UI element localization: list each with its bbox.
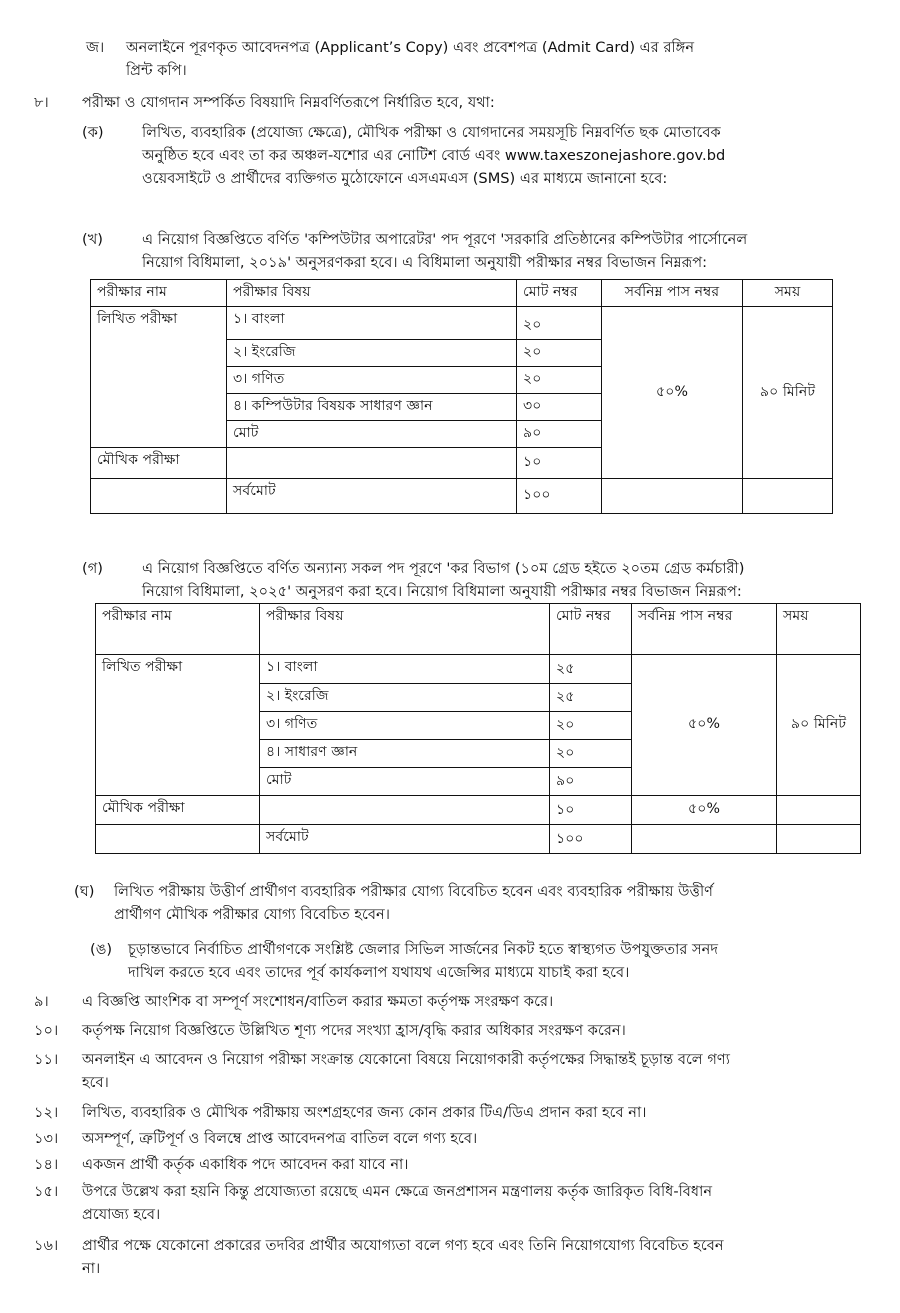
- text-line: চূড়ান্তভাবে নির্বাচিত প্রার্থীগণকে সংশ্লিষ্ট জেলার সিভিল সার্জনের নিকট হতে স্বাস্থ্যগত উপযুক্ততার সনদ: [128, 941, 719, 958]
- viva-exam-label: মৌখিক পরীক্ষা: [96, 796, 260, 825]
- item-text: [82, 1180, 856, 1226]
- item-8-ga: [82, 557, 854, 603]
- subject-total-marks: ৯০: [550, 768, 632, 796]
- item-16: [34, 1234, 856, 1280]
- text-line: প্রযোজ্য হবে।: [82, 1206, 161, 1223]
- text-line: হবে।: [82, 1074, 109, 1091]
- table-row: [91, 479, 833, 514]
- item-text: [82, 1153, 856, 1176]
- item-text: [142, 557, 854, 603]
- item-11: [34, 1048, 856, 1094]
- table-row: [96, 825, 861, 854]
- subject-name: ৩। গণিত: [260, 712, 550, 740]
- item-number: (খ): [82, 231, 103, 248]
- item-number: জ।: [86, 39, 105, 56]
- text-line: প্রিন্ট কপি।: [126, 62, 187, 79]
- grand-total-blank: [96, 825, 260, 854]
- viva-subject: [260, 796, 550, 825]
- pass-mark: ৫০%: [632, 655, 777, 796]
- item-number: ৯।: [34, 993, 49, 1010]
- subject-marks: ২০: [517, 307, 602, 340]
- text-line: অনলাইনে পূরণকৃত আবেদনপত্র (Applicant’s Copy) এবং প্রবেশপত্র (Admit Card) এর রঙ্গিন: [126, 39, 695, 56]
- text-line: নিয়োগ বিধিমালা, ২০২৫' অনুসরণ করা হবে। নিয়োগ বিধিমালা অনুযায়ী পরীক্ষার নম্বর বিভাজন নিম্নরূপ:: [142, 583, 742, 600]
- viva-pass-mark: ৫০%: [632, 796, 777, 825]
- item-text: [128, 938, 856, 984]
- text-line: দাখিল করতে হবে এবং তাদের পূর্ব কার্যকলাপ যথাযথ এজেন্সির মাধ্যমে যাচাই করা হবে।: [128, 964, 630, 981]
- item-15: [34, 1180, 856, 1226]
- item-text: [142, 228, 854, 274]
- subject-name: ৪। সাধারণ জ্ঞান: [260, 740, 550, 768]
- grand-total-blank: [91, 479, 227, 514]
- subject-name: ৪। কম্পিউটার বিষয়ক সাধারণ জ্ঞান: [227, 394, 517, 421]
- text-line: কর্তৃপক্ষ নিয়োগ বিজ্ঞপ্তিতে উল্লিখিত শূণ্য পদের সংখ্যা হ্রাস/বৃদ্ধি করার অধিকার সংরক্ষণ করেন।: [82, 1022, 626, 1039]
- table-row: [96, 655, 861, 684]
- item-text: পরীক্ষা ও যোগদান সম্পর্কিত বিষয়াদি নিম্নবর্ণিতরূপে নির্ধারিত হবে, যথা:: [82, 94, 495, 111]
- item-number: ১৫।: [34, 1183, 59, 1200]
- text-line: প্রার্থীর পক্ষে যেকোনো প্রকারের তদবির প্রার্থীর অযোগ্যতা বলে গণ্য হবে এবং তিনি নিয়োগযোগ্য বিবেচিত হবেন: [82, 1237, 724, 1254]
- written-exam-label: লিখিত পরীক্ষা: [91, 307, 227, 448]
- text-line: ওয়েবসাইটে ও প্রার্থীদের ব্যক্তিগত মুঠোফোনে এসএমএস (SMS) এর মাধ্যমে জানানো হবে:: [142, 170, 668, 187]
- grand-total-pass-blank: [632, 825, 777, 854]
- text-line: প্রার্থীগণ মৌখিক পরীক্ষার যোগ্য বিবেচিত হবেন।: [114, 906, 390, 923]
- subject-marks: ২৫: [550, 684, 632, 712]
- subject-name: ১। বাংলা: [227, 307, 517, 340]
- header-total-marks: মোট নম্বর: [517, 280, 602, 307]
- item-13: [34, 1127, 856, 1150]
- viva-marks: ১০: [550, 796, 632, 825]
- subject-marks: ২০: [550, 712, 632, 740]
- grand-total-time-blank: [743, 479, 833, 514]
- item-number: ১৩।: [34, 1130, 59, 1147]
- subject-marks: ২০: [517, 367, 602, 394]
- grand-total-marks: ১০০: [550, 825, 632, 854]
- text-line: নিয়োগ বিধিমালা, ২০১৯' অনুসরণকরা হবে। এ বিধিমালা অনুযায়ী পরীক্ষার নম্বর বিভাজন নিম্নরূপ:: [142, 254, 708, 271]
- item-text: [82, 1048, 856, 1094]
- item-number: ১৬।: [34, 1237, 59, 1254]
- header-time: সময়: [743, 280, 833, 307]
- text-line: এ বিজ্ঞপ্তি আংশিক বা সম্পূর্ণ সংশোধন/বাতিল করার ক্ষমতা কর্তৃপক্ষ সংরক্ষণ করে।: [82, 993, 554, 1010]
- viva-subject: [227, 448, 517, 479]
- item-text: [82, 1234, 856, 1280]
- table-header-row: [96, 604, 861, 655]
- subject-marks: ২০: [517, 340, 602, 367]
- item-text: [126, 36, 856, 82]
- header-pass-marks: সর্বনিম্ন পাস নম্বর: [602, 280, 743, 307]
- subject-name: ১। বাংলা: [260, 655, 550, 684]
- item-number: ১৪।: [34, 1156, 59, 1173]
- item-number: (ক): [82, 124, 104, 141]
- text-line: একজন প্রার্থী কর্তৃক একাধিক পদে আবেদন করা যাবে না।: [82, 1156, 409, 1173]
- item-10: [34, 1019, 856, 1042]
- grand-total-label: সর্বমোট: [227, 479, 517, 514]
- written-exam-label: লিখিত পরীক্ষা: [96, 655, 260, 796]
- item-8-gha: [74, 880, 856, 926]
- exam-time: ৯০ মিনিট: [743, 307, 833, 479]
- subject-name: ৩। গণিত: [227, 367, 517, 394]
- text-line: অসম্পূর্ণ, ত্রুটিপূর্ণ ও বিলম্বে প্রাপ্ত আবেদনপত্র বাতিল বলে গণ্য হবে।: [82, 1130, 478, 1147]
- subject-total-label: মোট: [260, 768, 550, 796]
- pass-mark: ৫০%: [602, 307, 743, 479]
- item-text: [82, 990, 856, 1013]
- text-line: উপরে উল্লেখ করা হয়নি কিন্তু প্রযোজ্যতা রয়েছে এমন ক্ষেত্রে জনপ্রশাসন মন্ত্রণালয় কর্তৃক জারিকৃত বিধি-বিধান: [82, 1183, 713, 1200]
- item-text: [82, 1019, 856, 1042]
- text-line: লিখিত পরীক্ষায় উত্তীর্ণ প্রার্থীগণ ব্যবহারিক পরীক্ষার যোগ্য বিবেচিত হবেন এবং ব্যবহারিক পরীক্ষায় উত্তীর্ণ: [114, 883, 713, 900]
- exam-time: ৯০ মিনিট: [777, 655, 861, 796]
- header-subject: পরীক্ষার বিষয়: [227, 280, 517, 307]
- header-total-marks: মোট নম্বর: [550, 604, 632, 655]
- text-line: লিখিত, ব্যবহারিক (প্রযোজ্য ক্ষেত্রে), মৌখিক পরীক্ষা ও যোগদানের সময়সূচি নিম্নবর্ণিত ছক মোতাবেক: [142, 124, 721, 141]
- viva-marks: ১০: [517, 448, 602, 479]
- item-number: ৮।: [34, 94, 49, 111]
- item-number: ১২।: [34, 1104, 59, 1121]
- subject-total-label: মোট: [227, 421, 517, 448]
- grand-total-marks: ১০০: [517, 479, 602, 514]
- text-line: এ নিয়োগ বিজ্ঞপ্তিতে বর্ণিত অন্যান্য সকল পদ পূরণে 'কর বিভাগ (১০ম গ্রেড হইতে ২০তম গ্রেড কর্মচারী): [142, 560, 745, 577]
- item-8-uma: [90, 938, 856, 984]
- item-text: [114, 880, 856, 926]
- text-line: লিখিত, ব্যবহারিক ও মৌখিক পরীক্ষায় অংশগ্রহণের জন্য কোন প্রকার টিএ/ডিএ প্রদান করা হবে না।: [82, 1104, 647, 1121]
- header-exam-name: পরীক্ষার নাম: [96, 604, 260, 655]
- item-14: [34, 1153, 856, 1176]
- header-subject: পরীক্ষার বিষয়: [260, 604, 550, 655]
- header-time: সময়: [777, 604, 861, 655]
- viva-exam-label: মৌখিক পরীক্ষা: [91, 448, 227, 479]
- item-number: (ঘ): [74, 883, 95, 900]
- item-8-kha: [82, 228, 854, 274]
- item-12: [34, 1101, 856, 1124]
- marks-table-2: [95, 603, 861, 854]
- item-number: (ঙ): [90, 941, 113, 958]
- subject-total-marks: ৯০: [517, 421, 602, 448]
- text-line: অনলাইন এ আবেদন ও নিয়োগ পরীক্ষা সংক্রান্ত যেকোনো বিষয়ে নিয়োগকারী কর্তৃপক্ষের সিদ্ধান্তই চূড়ান্ত বলে গণ্য: [82, 1051, 730, 1068]
- grand-total-time-blank: [777, 825, 861, 854]
- text-line: না।: [82, 1260, 101, 1277]
- table-header-row: [91, 280, 833, 307]
- subject-marks: ২০: [550, 740, 632, 768]
- item-number: (গ): [82, 560, 103, 577]
- item-8: [34, 91, 854, 114]
- item-9: [34, 990, 856, 1013]
- header-exam-name: পরীক্ষার নাম: [91, 280, 227, 307]
- item-8-ka: [82, 121, 854, 190]
- item-jo: [86, 36, 856, 82]
- table-row: [91, 307, 833, 340]
- grand-total-pass-blank: [602, 479, 743, 514]
- marks-table-1: [90, 279, 833, 514]
- item-number: ১১।: [34, 1051, 59, 1068]
- item-number: ১০।: [34, 1022, 59, 1039]
- grand-total-label: সর্বমোট: [260, 825, 550, 854]
- table-row: [96, 796, 861, 825]
- subject-name: ২। ইংরেজি: [227, 340, 517, 367]
- subject-name: ২। ইংরেজি: [260, 684, 550, 712]
- text-line: এ নিয়োগ বিজ্ঞপ্তিতে বর্ণিত 'কম্পিউটার অপারেটর' পদ পূরণে 'সরকারি প্রতিষ্ঠানের কম্পিউটার পার্সোনেল: [142, 231, 748, 248]
- header-pass-marks: সর্বনিম্ন পাস নম্বর: [632, 604, 777, 655]
- viva-time-blank: [777, 796, 861, 825]
- item-text: [82, 1127, 856, 1150]
- text-line: অনুষ্ঠিত হবে এবং তা কর অঞ্চল-যশোর এর নোটিশ বোর্ড এবং www.taxeszonejashore.gov.bd: [142, 147, 726, 164]
- subject-marks: ২৫: [550, 655, 632, 684]
- item-text: [142, 121, 854, 190]
- subject-marks: ৩০: [517, 394, 602, 421]
- item-text: [82, 1101, 856, 1124]
